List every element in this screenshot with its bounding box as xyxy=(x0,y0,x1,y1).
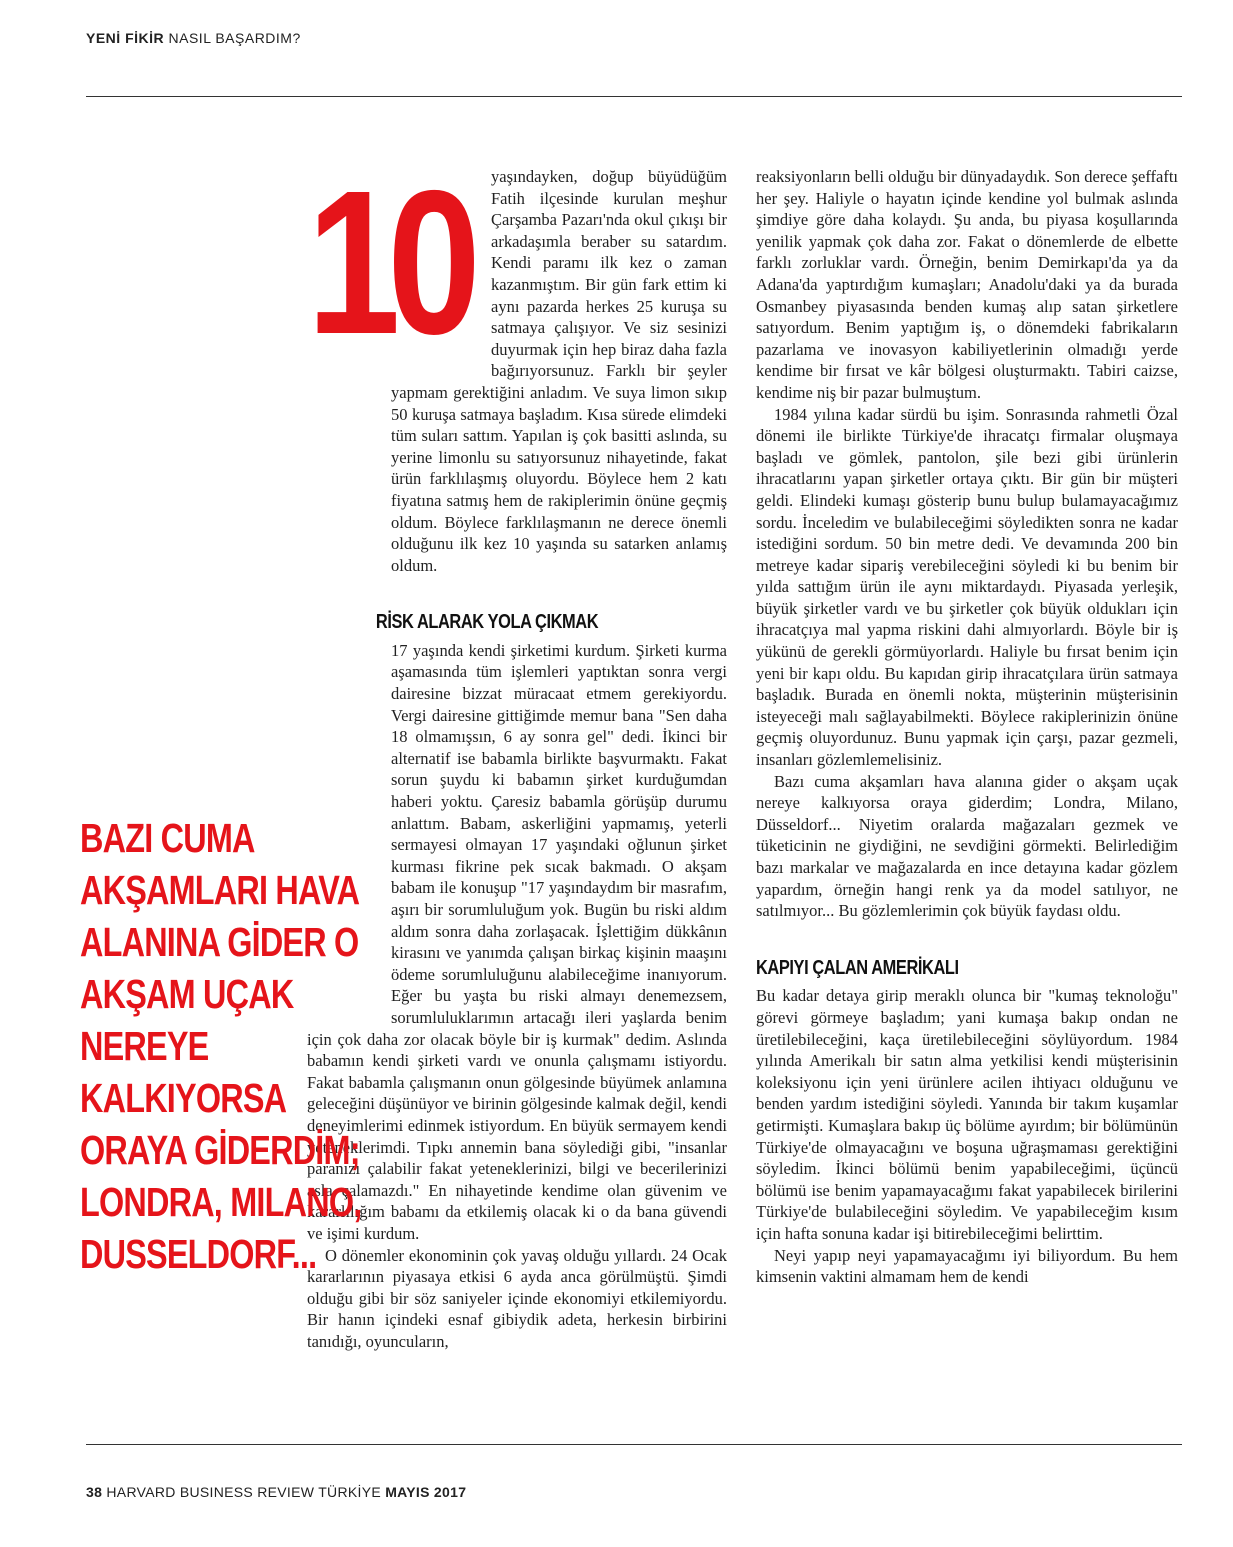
top-divider xyxy=(86,96,1182,97)
section-title: NASIL BAŞARDIM? xyxy=(168,30,301,46)
drop-cap-number: 10 xyxy=(307,148,468,377)
bottom-divider xyxy=(86,1444,1182,1445)
section-label: YENİ FİKİR xyxy=(86,30,165,46)
intro-paragraph: yaşındayken, doğup büyüdüğüm Fatih ilçesinde kurulan meşhur Çarşamba Pazarı'nda okul çıkışı bir arkadaşımla beraber su satardım. Kendi paramı ilk kez o zaman kazanmıştım. Bir gün fark ettim ki aynı pazarda herkes 25 kuruşa su satmaya çalışıyor. Ve siz sesinizi duyurmak için hep biraz daha fazla bağırıyorsunuz. Farklı bir şeyler yapmam gerektiğini anladım. Ve suya limon sıkıp 50 kuruşa satmaya başladım. Kısa sürede elimdeki tüm suları sattım. Yapılan iş çok basitti aslında, su yerine limonlu su satıyorsunuz nihayetinde, fakat ürün farklılaşmış oluyordu. Böylece hem 2 katı fiyatına satmış hem de rakiplerimin önüne geçmiş oldum. Böylece farklılaşmanın ne derece önemli olduğunu ilk kez 10 yaşında su satarken anlamış oldum. xyxy=(391,167,727,575)
paragraph: Bazı cuma akşamları hava alanına gider o akşam uçak nereye kalkıyorsa oraya giderdim; Londra, Milano, Düsseldorf... Niyetim oralarda mağazaları gezmek ve tüketicinin ne giydiğini, ne sevdiğini görmekti. Belirlediğim bazı markalar ve mağazalarda en ince detayına kadar gözlem yapardım, örneğin hangi renk ya da model satılıyor, ne satılmıyor... Bu gözlemlerimin çok büyük faydası oldu. xyxy=(756,771,1178,921)
pull-quote: BAZI CUMA AKŞAMLARI HAVA ALANINA GİDER O AKŞAM UÇAK NEREYE KALKIYORSA ORAYA GİDERDİM; LONDRA, MILANO, DUSSELDORF... xyxy=(80,815,362,1277)
page-number: 38 xyxy=(86,1484,103,1500)
publication-name: HARVARD BUSINESS REVIEW TÜRKİYE xyxy=(106,1484,381,1500)
paragraph: reaksiyonların belli olduğu bir dünyadaydık. Son derece şeffaftı her şey. Haliyle o hayatın içinde kendine yol bulmak aslında şimdiye göre daha kolaydı. Şu anda, bu piyasa koşullarında yenilik yapmak çok daha zor. Fakat o dönemlerde de elbette farklı zorluklar vardı. Örneğin, benim Demirkapı'da ya da Adana'da yaptırdığım kumaşları; Anadolu'daki ya da burada Osmanbey piyasasında benden kumaş alıp satan şirketlere satıyordum. Benim yaptığım iş, o dönemdeki fabrikaların pazarlama ve inovasyon kabiliyetlerinin olmadığı yerde kendime bir fırsat ve kâr bölgesi oluşturmaktı. Tabiri caizse, kendime niş bir pazar bulmuştum. xyxy=(756,167,1178,402)
paragraph: Neyi yapıp neyi yapamayacağımı iyi biliyordum. Bu hem kimsenin vaktini almamam hem de kendi xyxy=(756,1245,1178,1287)
paragraph: O dönemler ekonominin çok yavaş olduğu yıllardı. 24 Ocak kararlarının piyasaya etkisi 6 ayda anca görülmüştü. Şimdi olduğu gibi bir söz saniyeler içinde ekonomiyi etkilemiyordu. Bir hanın içindeki esnaf gibiydik adeta, herkesin birbirini tanıdığı, oyuncuların, xyxy=(307,1245,727,1351)
subhead-risk: RİSK ALARAK YOLA ÇIKMAK xyxy=(375,611,599,634)
issue-date: MAYIS 2017 xyxy=(385,1484,467,1500)
paragraph: Bu kadar detaya girip meraklı olunca bir "kumaş teknoloğu" görevi görmeye başladım; yani kumaşa bakıp ondan ne üretilebileceğini, kaça üretilebileceğini söylüyordum. 1984 yılında Amerikalı bir satın alma yetkilisi kendi müşterisinin koleksiyonu için yeni ürünlere acilen ihtiyacı olduğunu ve benden yardım istediğini söyledi. Yanında bir takım kuşamlar getirmişti. Kumaşlara bakıp üç bölüme ayırdım; bir bölümünün Türkiye'de olmayacağını ve boşuna uğraşmaması gerektiğini söyledim. İkinci bölümü benim yapabileceğimi, üçüncü bölümü ise benim yapamayacağımı fakat yapabilecek birilerini Türkiye'de bulabileceğini söyledim. Ve yapabileceğim kısım için hafta sonuna kadar işi bitirebileceğimi belirttim. xyxy=(756,986,1178,1243)
subhead-american: KAPIYI ÇALAN AMERİKALI xyxy=(756,956,959,979)
page-footer xyxy=(86,1484,466,1500)
article-column-right xyxy=(756,166,1178,1288)
paragraph: 17 yaşında kendi şirketimi kurdum. Şirketi kurma aşamasında tüm işlemleri yaptıktan sonra vergi dairesine bizzat müracaat etmem gerekiyordu. Vergi dairesine gittiğimde memur bana "Sen daha 18 olmamışsın, 6 ay sonra gel" dedi. İkinci bir alternatif ise babamla birlikte başvurmaktı. Fakat sorun şuydu ki babamın şirket kurduğumdan haberi yoktu. Çaresiz babamla görüşüp durumu anlattım. Babam, askerliğini yapmamış, yeterli sermayesi olmayan 17 yaşındaki oğlunun şirket kurması fikrine pek sıcak bakmadı. O akşam babam ile konuşup "17 yaşındaydım bir masrafım, aşırı bir sorumluluğum yok. Bugün bu riski aldım aldım sonra daha zorlaşacak. İşlettiğim dükkânın kirasını ve yanımda çalışan birkaç kişinin maaşını ödeme sorumluluğunu alabileceğime inanıyorum. Eğer bu yaşta bu riski almayı denemezsem, sorumluluklarımın artacağı ileri yaşlarda benim için çok daha zor olacak böyle bir iş kurmak" dedim. Aslında babamın kendi şirketi vardı ve onunla çalışmamı istiyordu. Fakat babamla çalışmanın onun gölgesinde büyümek anlamına geleceğini düşünüyor ve birinin gölgesinde kalmak değil, kendi deneyimlerimi edinmek istiyordum. En büyük sermayem kendi yeteneklerimdi. Tıpkı annemin bana söylediği gibi, "insanlar paranızı çalabilir fakat yeteneklerinizi, bilgi ve becerilerinizi asla çalamazdı." En nihayetinde kendime olan güvenim ve kararlılığım babamı da etkilemiş olacak ki o da bana güvendi ve işimi kurdum. xyxy=(307,640,727,1243)
section-header xyxy=(86,30,301,46)
paragraph: 1984 yılına kadar sürdü bu işim. Sonrasında rahmetli Özal dönemi ile birlikte Türkiye'de ihracatçı firmalar oluşmaya başladı ve gömlek, pantolon, şile bezi gibi ürünlerin ihracatlarını yapan şirketler ortaya çıktı. Bir gün bir müşteri geldi. Elindeki kumaşı gösterip bunu bulup bulamayacağımız sordu. İnceledim ve bulabileceğimi söyledikten sonra ne kadar istediğini sordum. 50 bin metre dedi. Ve devamında 200 bin metreye kadar sipariş verebileceğini söyledi ki bu benim bir yılda sattığım ürün ile aynı miktardaydı. Piyasada yerleşik, büyük şirketler vardı ve bu şirketler çok büyük oldukları için ihracatçıya mal yapma riskini dahi almıyorlardı. Böyle bir iş yükünü de gerekli görmüyorlardı. Haliyle bu fırsat benim için yeni bir kapı oldu. Bu kapıdan girip ihracatçılara ürün satmaya başladık. Burada en önemli nokta, müşterinin müşterisinin isteyeceği malı sağlayabilmekti. Böylece rakiplerinizin önüne geçmiş oluyordunuz. Bunu yapmak için çarşı, pazar gezmeli, insanları gözlemlemelisiniz. xyxy=(756,404,1178,770)
